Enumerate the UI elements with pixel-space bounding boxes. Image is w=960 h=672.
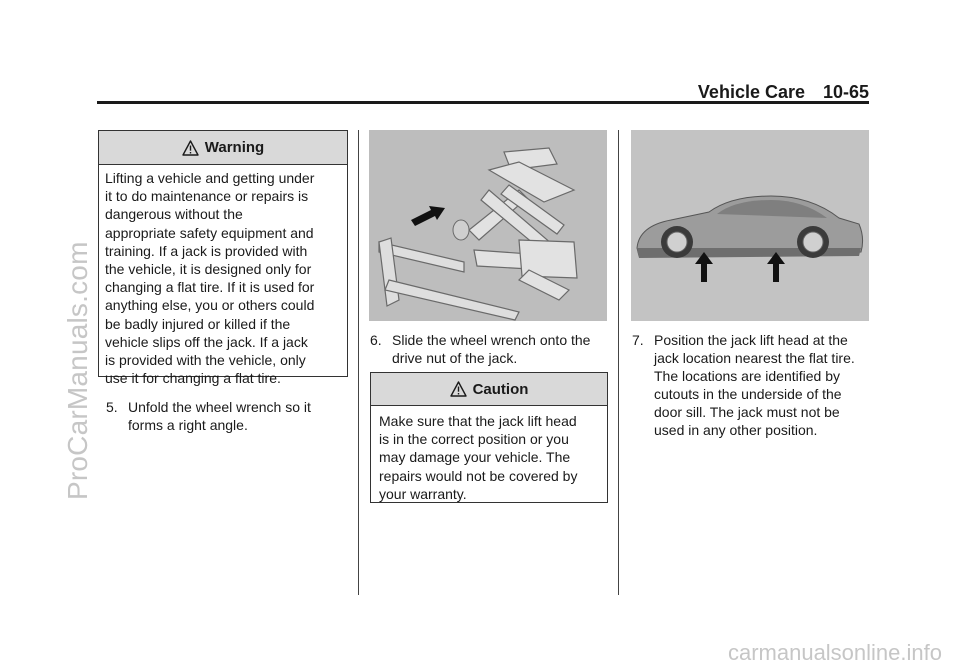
caution-box [370, 372, 608, 503]
step-text: Position the jack lift head at the [654, 332, 848, 348]
scissor-jack-illustration [369, 130, 607, 321]
step-number: 7. [632, 332, 644, 348]
warning-line: dangerous without the [105, 206, 243, 223]
step-number: 6. [370, 332, 382, 348]
warning-line: use it for changing a flat tire. [105, 370, 281, 387]
page-number: 10-65 [822, 82, 869, 102]
caution-header [371, 373, 607, 406]
step-text: forms a right angle. [128, 417, 248, 433]
warning-line: anything else, you or others could [105, 297, 315, 314]
sedan-side-illustration [631, 130, 869, 321]
warning-line: it to do maintenance or repairs is [105, 188, 309, 205]
column-divider [358, 130, 359, 595]
warning-header [99, 131, 347, 165]
caution-line: repairs would not be covered by [379, 467, 578, 484]
caution-line: may damage your vehicle. The [379, 449, 571, 466]
step-text: drive nut of the jack. [392, 350, 518, 366]
step-text: cutouts in the underside of the [654, 386, 842, 402]
side-watermark: ProCarManuals.com [62, 241, 93, 500]
page-header [97, 82, 869, 104]
warning-line: is provided with the vehicle, only [105, 352, 306, 369]
caution-text [371, 406, 607, 503]
warning-triangle-icon [182, 140, 199, 156]
jack-photo [369, 130, 607, 321]
step-number: 5. [106, 399, 118, 415]
warning-triangle-icon [450, 381, 467, 397]
step-text: used in any other position. [654, 422, 818, 438]
warning-line: appropriate safety equipment and [105, 224, 314, 241]
step-text: jack location nearest the flat tire. [654, 350, 855, 366]
step-7 [632, 331, 872, 439]
step-text: door sill. The jack must not be [654, 404, 840, 420]
caution-title: Caution [472, 380, 529, 398]
column-divider [618, 130, 619, 595]
step-6 [370, 331, 610, 367]
caution-line: Make sure that the jack lift head [379, 413, 577, 429]
car-photo [631, 130, 869, 321]
warning-box [98, 130, 348, 387]
bottom-watermark: carmanualsonline.info [727, 640, 942, 665]
warning-line: Lifting a vehicle and getting under [105, 170, 315, 186]
step-text: The locations are identified by [654, 368, 840, 384]
section-title: Vehicle Care [697, 82, 805, 102]
step-text: Unfold the wheel wrench so it [128, 399, 311, 415]
warning-title: Warning [204, 139, 265, 156]
step-text: Slide the wheel wrench onto the [392, 332, 591, 348]
step-5 [106, 398, 351, 434]
caution-line: is in the correct position or you [379, 431, 569, 448]
warning-text [99, 165, 347, 387]
warning-line: changing a flat tire. If it is used for [105, 279, 315, 296]
warning-line: the vehicle, it is designed only for [105, 261, 312, 278]
caution-line: your warranty. [379, 485, 467, 502]
warning-line: be badly injured or killed if the [105, 315, 291, 332]
warning-line: vehicle slips off the jack. If a jack [105, 333, 308, 350]
warning-line: training. If a jack is provided with [105, 242, 308, 259]
